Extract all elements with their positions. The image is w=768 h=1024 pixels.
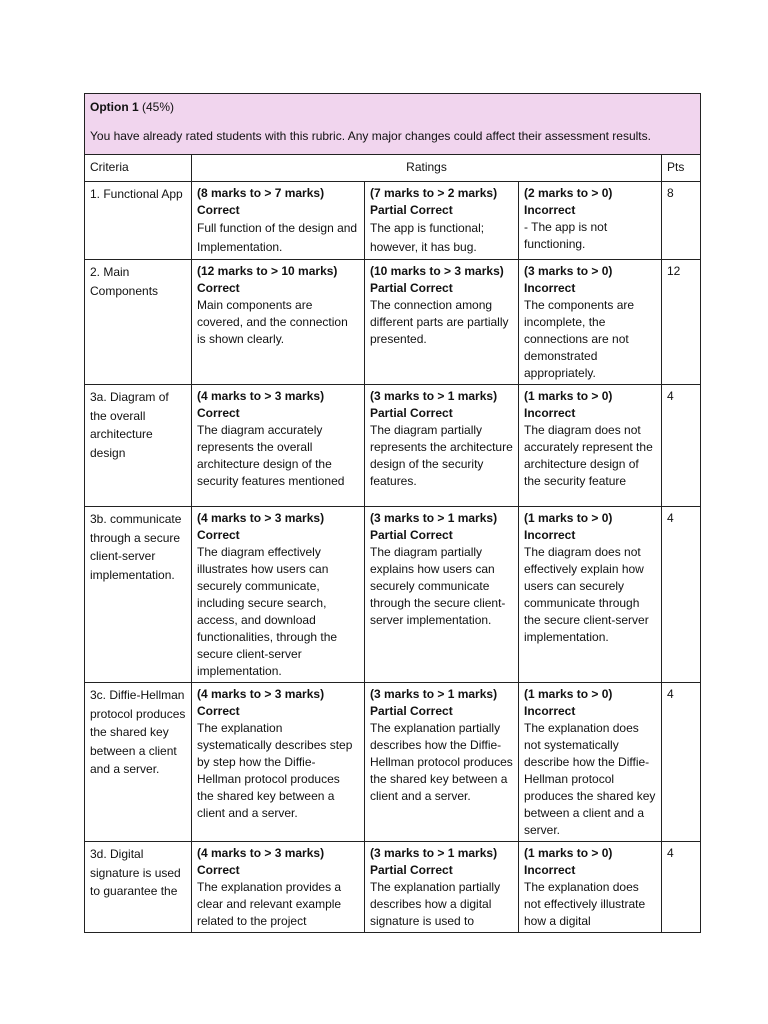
rating-level: Correct (197, 863, 240, 877)
criterion-points: 12 (662, 260, 701, 385)
rating-description: Full function of the design and Implementation. (197, 221, 358, 254)
rating-description: The explanation systematically describes step by step how the Diffie-Hellman protocol produces the shared key between a client and a server. (197, 721, 353, 820)
rating-range: (4 marks to > 3 marks) (197, 846, 325, 860)
rating-description: The app is functional; however, it has bug. (370, 221, 485, 254)
rating-cell[interactable] (519, 842, 662, 933)
criterion-name: 2. Main Components (85, 260, 192, 385)
rating-cell[interactable] (365, 182, 519, 260)
criterion-row (85, 842, 701, 933)
rating-level: Correct (197, 203, 240, 217)
rubric-header-row (85, 94, 701, 155)
rating-level: Correct (197, 704, 240, 718)
criterion-name: 3a. Diagram of the overall architecture design (85, 385, 192, 507)
rating-description: The diagram does not accurately represent the architecture design of the security feature (524, 423, 653, 488)
rating-description: The explanation does not systematically describe how the Diffie-Hellman protocol produces the shared key between a client and a server. (524, 721, 656, 837)
rating-range: (8 marks to > 7 marks) (197, 186, 325, 200)
rating-range: (3 marks to > 1 marks) (370, 846, 498, 860)
rating-range: (3 marks to > 1 marks) (370, 687, 498, 701)
criterion-row (85, 182, 701, 260)
rating-range: (4 marks to > 3 marks) (197, 389, 325, 403)
rating-cell[interactable] (365, 385, 519, 507)
rating-level: Correct (197, 281, 240, 295)
criterion-name: 3c. Diffie-Hellman protocol produces the shared key between a client and a server. (85, 683, 192, 842)
criterion-row (85, 260, 701, 385)
pts-column-header: Pts (662, 155, 701, 182)
rating-description: The diagram does not effectively explain how users can securely communicate through the secure client-server implementation. (524, 545, 649, 644)
option-weight: (45%) (142, 100, 175, 114)
rating-cell[interactable] (365, 683, 519, 842)
rating-warning: You have already rated students with this rubric. Any major changes could affect their assessment results. (90, 129, 651, 143)
rating-description: The explanation partially describes how a digital signature is used to (370, 880, 501, 928)
rating-level: Incorrect (524, 406, 576, 420)
rating-description: The diagram partially explains how users can securely communicate through the secure client-server implementation. (370, 545, 506, 627)
rating-range: (4 marks to > 3 marks) (197, 687, 325, 701)
rating-range: (3 marks to > 1 marks) (370, 511, 498, 525)
rating-description: The components are incomplete, the connections are not demonstrated appropriately. (524, 298, 635, 380)
rating-range: (4 marks to > 3 marks) (197, 511, 325, 525)
rating-description: Main components are covered, and the connection is shown clearly. (197, 298, 348, 346)
rating-range: (10 marks to > 3 marks) (370, 264, 504, 278)
rubric-table (84, 93, 701, 933)
rating-cell[interactable] (192, 182, 365, 260)
criterion-points: 8 (662, 182, 701, 260)
criterion-points: 4 (662, 385, 701, 507)
rating-range: (1 marks to > 0) (524, 846, 613, 860)
rating-description: The diagram effectively illustrates how users can securely communicate, including secure search, access, and download functionalities, through the secure client-server implementation. (197, 545, 338, 678)
rating-cell[interactable] (519, 385, 662, 507)
rating-range: (2 marks to > 0) (524, 186, 613, 200)
rating-level: Incorrect (524, 863, 576, 877)
rating-level: Partial Correct (370, 863, 453, 877)
rating-cell[interactable] (192, 507, 365, 683)
rating-cell[interactable] (365, 507, 519, 683)
rating-level: Incorrect (524, 281, 576, 295)
rating-range: (1 marks to > 0) (524, 511, 613, 525)
rating-description: The explanation partially describes how the Diffie-Hellman protocol produces the shared key between a client and a server. (370, 721, 513, 803)
rating-level: Incorrect (524, 203, 576, 217)
criterion-points: 4 (662, 842, 701, 933)
ratings-column-header: Ratings (192, 155, 662, 182)
rating-description: The explanation does not effectively illustrate how a digital (524, 880, 646, 928)
criteria-column-header: Criteria (85, 155, 192, 182)
column-header-row (85, 155, 701, 182)
rating-level: Correct (197, 528, 240, 542)
criterion-row (85, 683, 701, 842)
rating-cell[interactable] (192, 385, 365, 507)
rating-level: Partial Correct (370, 704, 453, 718)
criterion-points: 4 (662, 683, 701, 842)
rating-cell[interactable] (192, 683, 365, 842)
rating-description: The connection among different parts are partially presented. (370, 298, 509, 346)
rating-cell[interactable] (192, 260, 365, 385)
rating-range: (1 marks to > 0) (524, 389, 613, 403)
criterion-points: 4 (662, 507, 701, 683)
rating-level: Partial Correct (370, 406, 453, 420)
criterion-row (85, 385, 701, 507)
option-title (90, 98, 695, 116)
rating-cell[interactable] (519, 683, 662, 842)
rating-description: - The app is not functioning. (524, 220, 608, 251)
criterion-name: 1. Functional App (85, 182, 192, 260)
rating-range: (3 marks to > 1 marks) (370, 389, 498, 403)
rating-level: Incorrect (524, 528, 576, 542)
option-label: Option 1 (90, 100, 139, 114)
rating-level: Correct (197, 406, 240, 420)
rating-range: (1 marks to > 0) (524, 687, 613, 701)
rubric-header (85, 94, 701, 155)
rating-cell[interactable] (519, 182, 662, 260)
rating-description: The diagram accurately represents the overall architecture design of the security features mentioned (197, 423, 345, 488)
rating-cell[interactable] (519, 507, 662, 683)
rating-level: Partial Correct (370, 203, 453, 217)
rating-cell[interactable] (365, 260, 519, 385)
criterion-name: 3d. Digital signature is used to guarantee the (85, 842, 192, 933)
rating-range: (12 marks to > 10 marks) (197, 264, 338, 278)
rating-level: Incorrect (524, 704, 576, 718)
rating-level: Partial Correct (370, 528, 453, 542)
rating-description: The diagram partially represents the architecture design of the security features. (370, 423, 513, 488)
rating-cell[interactable] (519, 260, 662, 385)
rating-range: (7 marks to > 2 marks) (370, 186, 498, 200)
rating-range: (3 marks to > 0) (524, 264, 613, 278)
rating-cell[interactable] (192, 842, 365, 933)
rating-cell[interactable] (365, 842, 519, 933)
rating-description: The explanation provides a clear and relevant example related to the project (197, 880, 342, 928)
criterion-row (85, 507, 701, 683)
criterion-name: 3b. communicate through a secure client-server implementation. (85, 507, 192, 683)
rating-level: Partial Correct (370, 281, 453, 295)
